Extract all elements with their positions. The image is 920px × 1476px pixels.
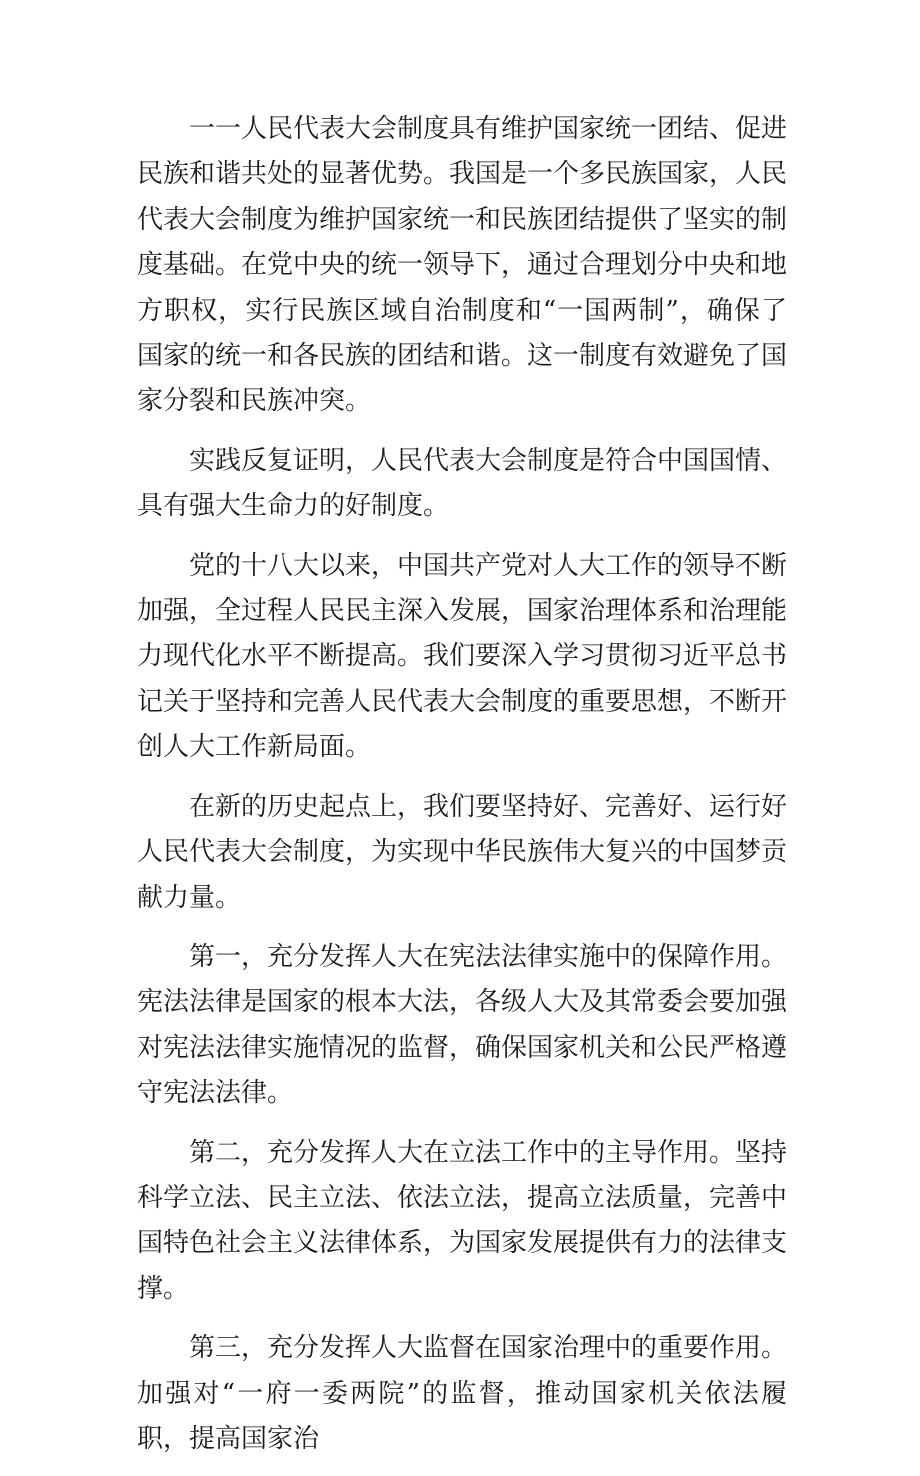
document-body: [137, 107, 787, 1476]
paragraph-3: 党的十八大以来，中国共产党对人大工作的领导不断加强，全过程人民民主深入发展，国家治理体系和治理能力现代化水平不断提高。我们要深入学习贯彻习近平总书记关于坚持和完善人民代表大会制度的重要思想，不断开创人大工作新局面。: [137, 550, 788, 763]
paragraph-7: 第三，充分发挥人大监督在国家治理中的重要作用。加强对“一府一委两院”的监督，推动国家机关依法履职，提高国家治: [137, 1333, 788, 1454]
paragraph-4: 在新的历史起点上，我们要坚持好、完善好、运行好人民代表大会制度，为实现中华民族伟大复兴的中国梦贡献力量。: [137, 791, 788, 913]
paragraph-5: 第一，充分发挥人大在宪法法律实施中的保障作用。宪法法律是国家的根本大法，各级人大及其常委会要加强对宪法法律实施情况的监督，确保国家机关和公民严格遵守宪法法律。: [137, 941, 788, 1109]
paragraph-2: 实践反复证明，人民代表大会制度是符合中国国情、具有强大生命力的好制度。: [137, 445, 788, 522]
paragraph-6: 第二，充分发挥人大在立法工作中的主导作用。坚持科学立法、民主立法、依法立法，提高立法质量，完善中国特色社会主义法律体系，为国家发展提供有力的法律支撑。: [137, 1137, 788, 1304]
paragraph-1: 一一人民代表大会制度具有维护国家统一团结、促进民族和谐共处的显著优势。我国是一个多民族国家，人民代表大会制度为维护国家统一和民族团结提供了坚实的制度基础。在党中央的统一领导下，通过合理划分中央和地方职权，实行民族区域自治制度和“一国两制”，确保了国家的统一和各民族的团结和谐。这一制度有效避免了国家分裂和民族冲突。: [137, 114, 788, 417]
